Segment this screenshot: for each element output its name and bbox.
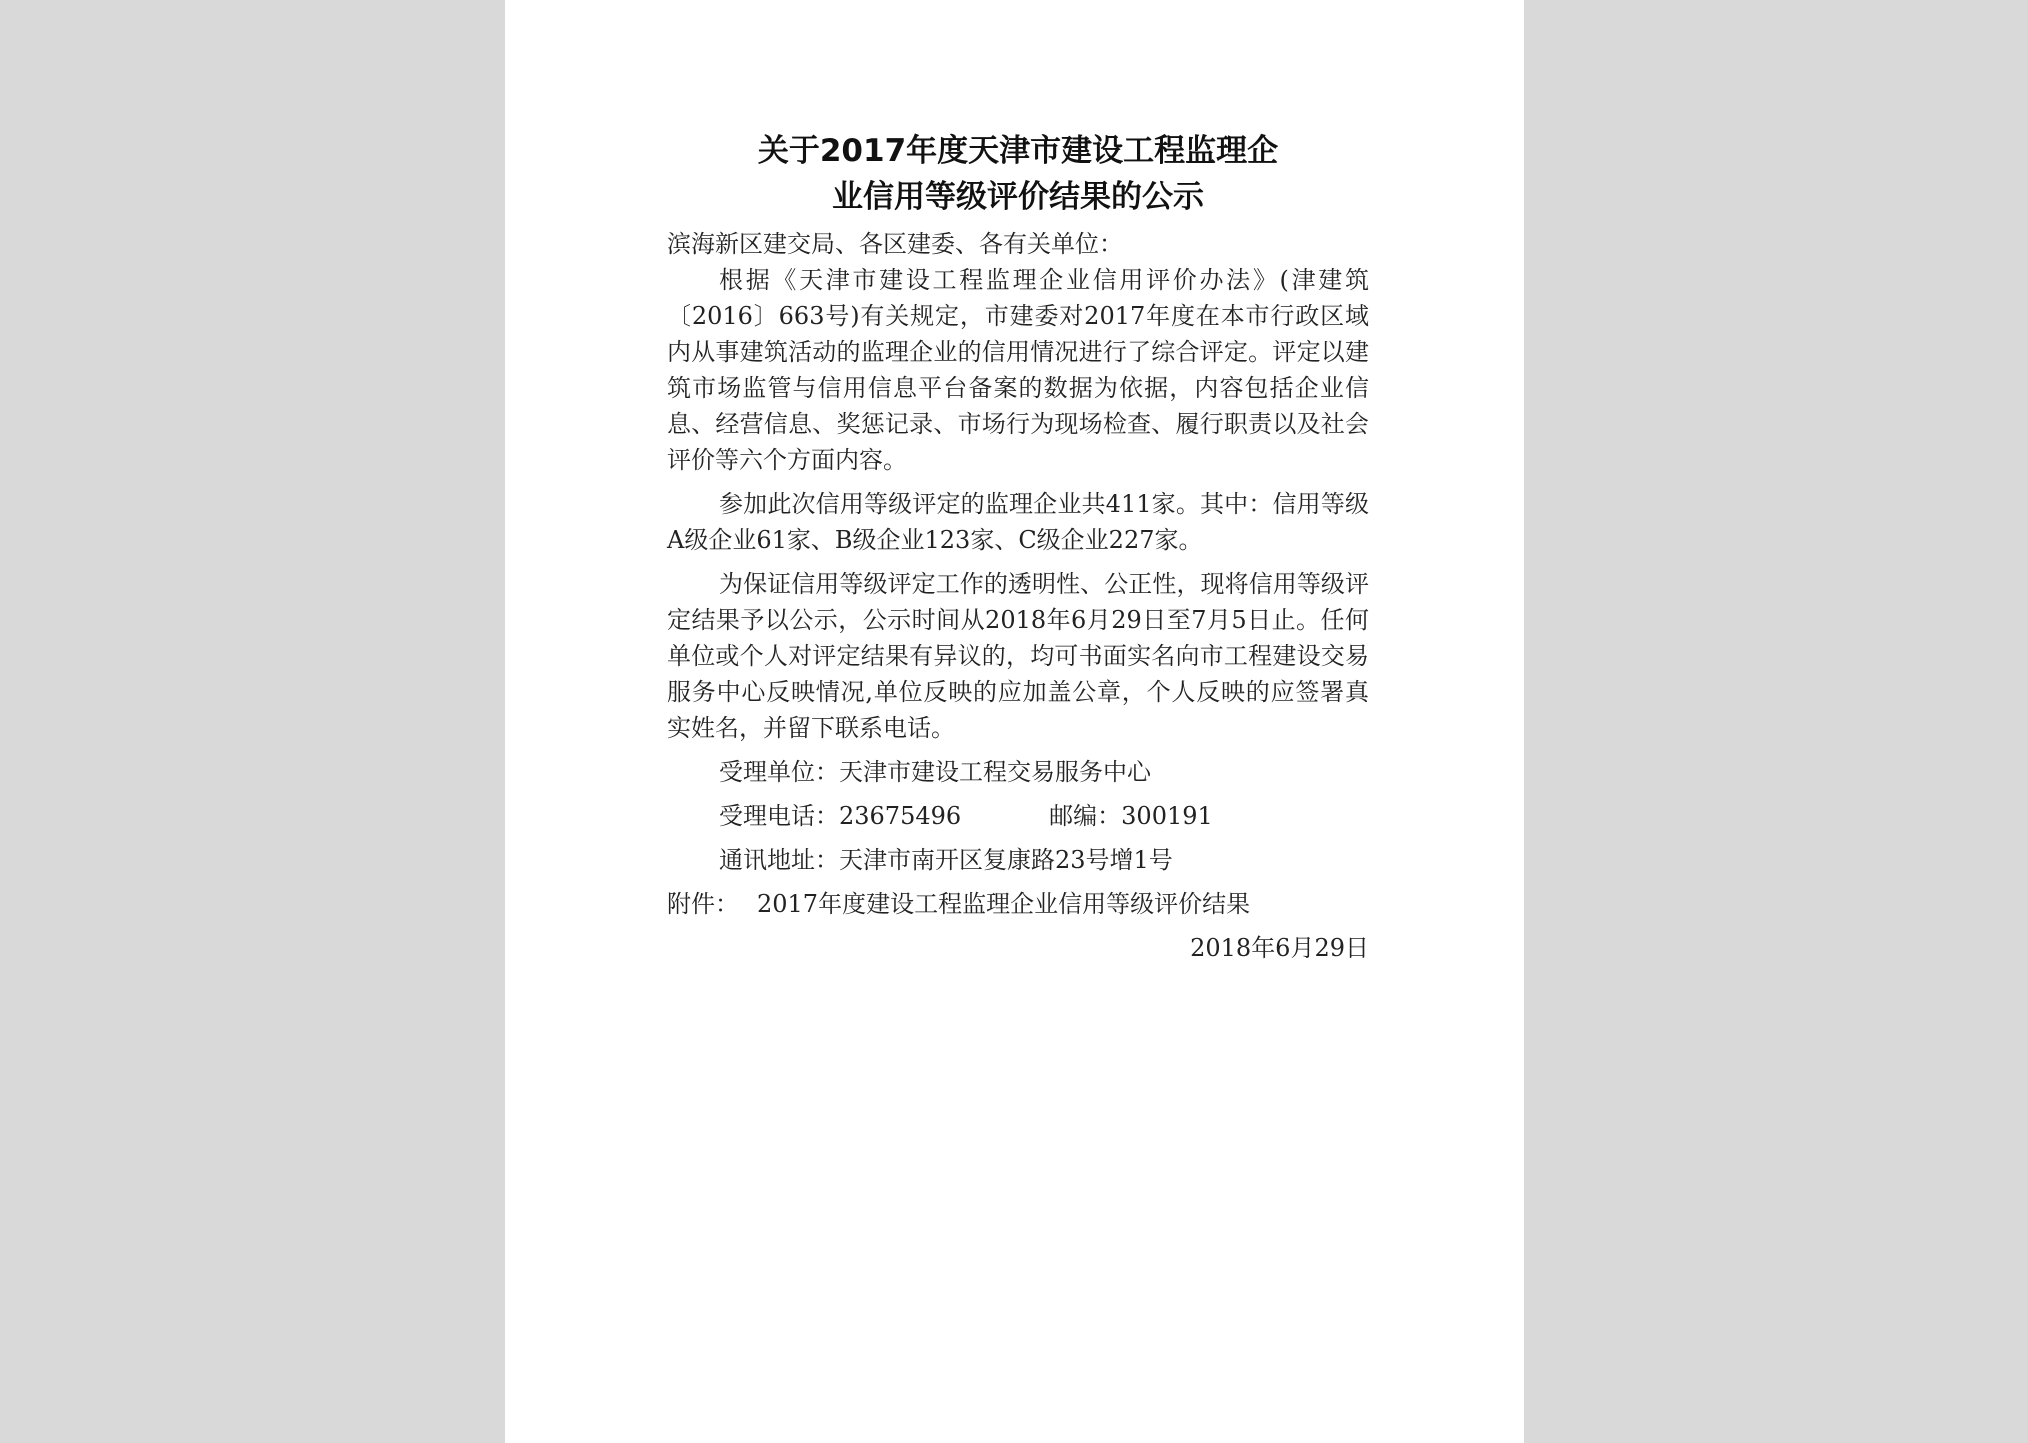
document-page [505, 0, 1524, 1443]
title-line-2: 业信用等级评价结果的公示 [832, 179, 1204, 215]
contact-phone: 受理电话：23675496 [719, 802, 962, 830]
contact-phone-line [667, 798, 1369, 834]
contact-address: 通讯地址：天津市南开区复康路23号增1号 [719, 846, 1173, 874]
contact-zip: 邮编：300191 [1049, 802, 1213, 830]
attachment-label: 附件： [667, 890, 739, 918]
paragraph-2: 参加此次信用等级评定的监理企业共411家。其中：信用等级A级企业61家、B级企业123家、C级企业227家。 [667, 490, 1369, 554]
paragraph-1: 根据《天津市建设工程监理企业信用评价办法》(津建筑〔2016〕663号)有关规定，市建委对2017年度在本市行政区域内从事建筑活动的监理企业的信用情况进行了综合评定。评定以建筑市场监管与信用信息平台备案的数据为依据，内容包括企业信息、经营信息、奖惩记录、市场行为现场检查、履行职责以及社会评价等六个方面内容。 [667, 266, 1369, 474]
paragraph-3: 为保证信用等级评定工作的透明性、公正性，现将信用等级评定结果予以公示，公示时间从2018年6月29日至7月5日止。任何单位或个人对评定结果有异议的，均可书面实名向市工程建设交易服务中心反映情况,单位反映的应加盖公章，个人反映的应签署真实姓名，并留下联系电话。 [667, 570, 1369, 742]
document-title [667, 128, 1369, 220]
salutation: 滨海新区建交局、各区建委、各有关单位： [667, 230, 1123, 258]
document-body [667, 128, 1369, 966]
document-date: 2018年6月29日 [1190, 934, 1369, 962]
attachment-text: 2017年度建设工程监理企业信用等级评价结果 [757, 890, 1251, 918]
contact-unit: 受理单位：天津市建设工程交易服务中心 [719, 758, 1151, 786]
attachment-line [667, 886, 1369, 922]
title-line-1: 关于2017年度天津市建设工程监理企 [757, 133, 1279, 169]
